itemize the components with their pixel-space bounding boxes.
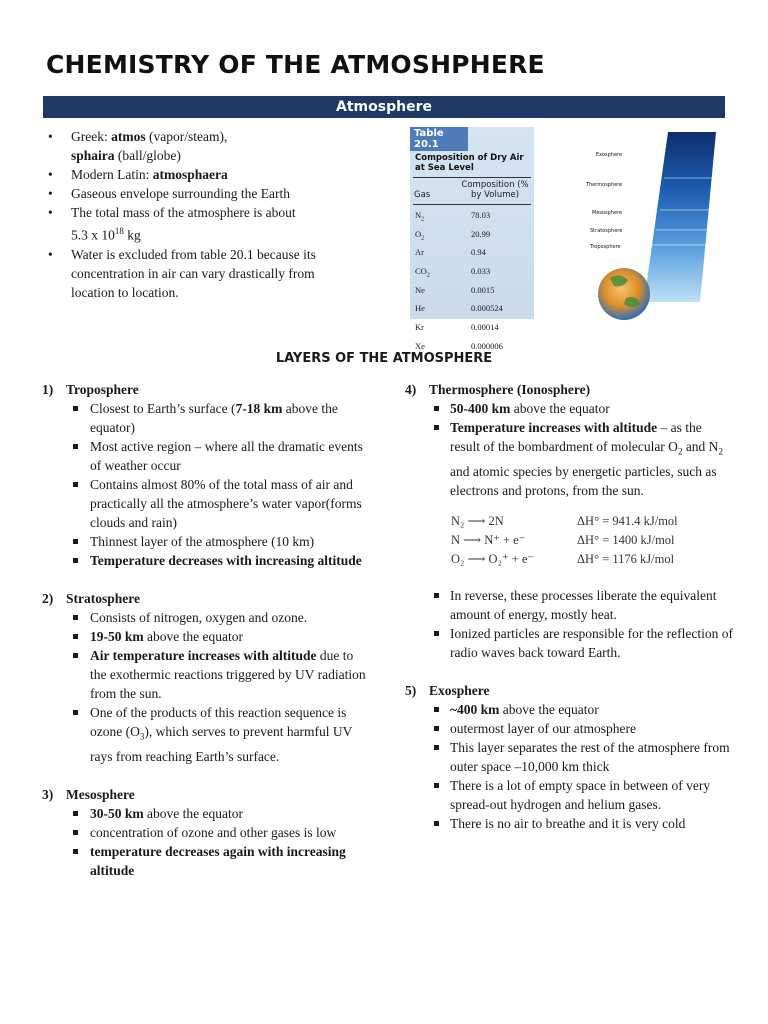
list-item: There is a lot of empty space in between of very spread-out hydrogen and helium gases. — [405, 776, 735, 814]
table-cell-value: 0.94 — [471, 247, 486, 258]
table-cell-value: 0.000006 — [471, 340, 503, 351]
reaction-row — [451, 531, 735, 550]
reaction-equation: N₂ ⟶ 2N — [451, 513, 504, 528]
list-item: Temperature decreases with increasing altitude — [42, 551, 367, 570]
atmosphere-layers-figure — [580, 128, 720, 324]
list-item: • Gaseous envelope surrounding the Earth — [48, 184, 348, 203]
table-row — [410, 283, 534, 302]
table-cell-gas: Kr — [415, 322, 424, 333]
list-item: • Modern Latin: atmosphaera — [48, 165, 348, 184]
list-item: Closest to Earth’s surface (7-18 km above the equator) — [42, 399, 367, 437]
reaction-equation: O₂ ⟶ O₂⁺ + e⁻ — [451, 551, 534, 566]
reaction-row — [451, 550, 735, 569]
label-thermosphere: Thermosphere — [586, 182, 623, 188]
table-row — [410, 320, 534, 339]
composition-table — [410, 127, 534, 351]
label-exosphere: Exosphere — [596, 152, 623, 158]
table-header-gas: Gas — [414, 190, 431, 200]
table-row — [410, 227, 534, 246]
list-item: In reverse, these processes liberate the equivalent amount of energy, mostly heat. — [405, 586, 735, 624]
left-column — [42, 380, 367, 899]
earth-globe — [598, 268, 650, 320]
list-item: ~400 km above the equator — [405, 700, 735, 719]
reaction-equation: N ⟶ N⁺ + e⁻ — [451, 532, 526, 547]
table-row — [410, 208, 534, 227]
table-cell-value: 0.00014 — [471, 322, 499, 333]
thermosphere-section — [405, 380, 735, 662]
table-cell-value: 0.0015 — [471, 284, 495, 295]
list-item: Thinnest layer of the atmosphere (10 km) — [42, 532, 367, 551]
table-cell-gas: Ar — [415, 247, 424, 258]
table-label: Table 20.1 — [410, 127, 468, 151]
layers-heading: LAYERS OF THE ATMOSPHERE — [275, 351, 493, 366]
mesosphere-section — [42, 785, 367, 880]
intro-list — [48, 127, 348, 302]
list-item: temperature decreases again with increasing altitude — [42, 842, 367, 880]
list-item: 30-50 km above the equator — [42, 804, 367, 823]
list-item: Most active region – where all the dramatic events of weather occur — [42, 437, 367, 475]
table-row — [410, 245, 534, 264]
stratosphere-section — [42, 589, 367, 766]
thermosphere-heading: 4) Thermosphere (Ionosphere) — [405, 382, 591, 397]
list-item: concentration of ozone and other gases is low — [42, 823, 367, 842]
troposphere-section — [42, 380, 367, 570]
table-cell-gas: $O_2$ — [415, 228, 425, 242]
section-banner: Atmosphere — [43, 96, 725, 118]
list-item: Air temperature increases with altitude due to the exothermic reactions triggered by UV radiation from the sun. — [42, 646, 367, 703]
table-cell-value: 78.03 — [471, 210, 491, 220]
list-item: 50-400 km above the equator — [405, 399, 735, 418]
table-row — [410, 264, 534, 283]
table-header-row — [410, 178, 534, 202]
table-cell-value: 20.99 — [471, 228, 491, 239]
list-item: 19-50 km above the equator — [42, 627, 367, 646]
table-row — [410, 301, 534, 320]
reaction-enthalpy: ΔH° = 1176 kJ/mol — [577, 551, 675, 566]
mesosphere-heading: 3) Mesosphere — [42, 786, 135, 802]
table-cell-gas: Xe — [415, 340, 425, 351]
list-item: There is no air to breathe and it is very cold — [405, 814, 735, 833]
reaction-row — [451, 512, 735, 531]
table-cell-gas: $CO_2$ — [415, 266, 430, 279]
table-cell-value: 0.000524 — [471, 303, 503, 314]
table-cell-gas: Ne — [415, 284, 425, 295]
label-troposphere: Troposphere — [590, 244, 621, 250]
stratosphere-heading: 2) Stratosphere — [42, 591, 140, 606]
list-item: outermost layer of our atmosphere — [405, 719, 735, 738]
reaction-enthalpy: ΔH° = 941.4 kJ/mol — [577, 513, 678, 528]
right-column — [405, 380, 735, 833]
list-item: Contains almost 80% of the total mass of air and practically all the atmosphere’s water vapor(forms clouds and rain) — [42, 475, 367, 532]
table-cell-value: 0.033 — [471, 266, 491, 277]
troposphere-heading: 1) Troposphere — [42, 382, 139, 397]
list-item: One of the products of this reaction sequence is ozone $(O_3)$, which serves to prevent harmful UV rays from reaching Earth’s surface. — [42, 703, 367, 766]
reaction-enthalpy: ΔH° = 1400 kJ/mol — [577, 532, 675, 547]
exosphere-section — [405, 681, 735, 833]
page-title: CHEMISTRY OF THE ATMOSHPHERE — [46, 50, 545, 79]
exosphere-heading: 5) Exosphere — [405, 682, 490, 698]
list-item: This layer separates the rest of the atmosphere from outer space –10,000 km thick — [405, 738, 735, 776]
list-item: Consists of nitrogen, oxygen and ozone. — [42, 608, 367, 627]
list-item: • The total mass of the atmosphere is about 5.3 x $10^{18}$ kg — [48, 203, 348, 245]
table-header-composition: Composition (% by Volume) — [461, 180, 529, 200]
table-cell-gas: He — [415, 303, 425, 314]
label-mesosphere: Mesosphere — [592, 210, 623, 216]
list-item: Temperature increases with altitude – as the result of the bombardment of molecular $O_2$ and $N_2$ and atomic species by energetic particles, such as electrons and protons, from the sun. — [405, 418, 735, 500]
table-cell-gas: $N_2$ — [415, 210, 425, 223]
atmosphere-wedge — [644, 132, 716, 302]
reaction-equations — [451, 512, 735, 569]
label-stratosphere: Stratosphere — [590, 228, 623, 234]
list-item: • Water is excluded from table 20.1 because its concentration in air can vary drastically from location to location. — [48, 245, 348, 302]
list-item: • Greek: atmos (vapor/steam), sphaira (ball/globe) — [48, 127, 348, 165]
table-caption: Composition of Dry Air at Sea Level — [415, 153, 524, 173]
table-body — [410, 208, 534, 358]
list-item: Ionized particles are responsible for the reflection of radio waves back toward Earth. — [405, 624, 735, 662]
